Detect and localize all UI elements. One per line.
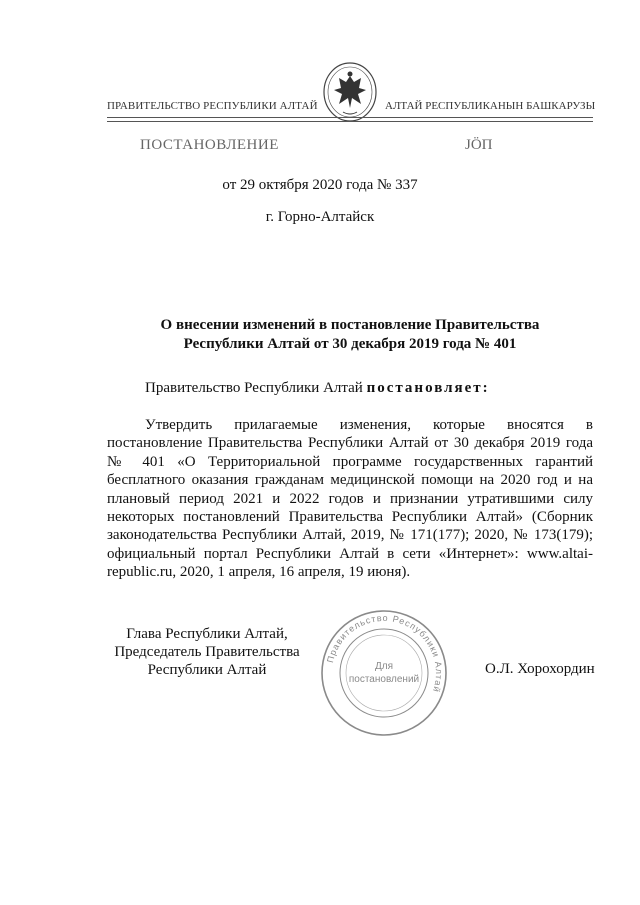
coat-of-arms-icon bbox=[321, 62, 379, 124]
doc-type-left: ПОСТАНОВЛЕНИЕ bbox=[140, 137, 279, 153]
doc-type-right: JÖП bbox=[465, 137, 493, 153]
signatory-position-line: Республики Алтай bbox=[147, 662, 267, 678]
header-rule-bottom bbox=[107, 121, 593, 122]
preamble bbox=[145, 380, 490, 397]
header-right-text: АЛТАЙ РЕСПУБЛИКАНЫН БАШКАРУЗЫ bbox=[385, 100, 596, 112]
title-line: О внесении изменений в постановление Правительства bbox=[160, 317, 540, 333]
stamp-center-line: постановлений bbox=[348, 674, 420, 685]
title-line: Республики Алтай от 30 декабря 2019 года № 401 bbox=[183, 336, 517, 352]
preamble-emphasis: постановляет: bbox=[366, 380, 490, 396]
header-rule-top bbox=[107, 117, 593, 118]
signatory-name: О.Л. Хорохордин bbox=[485, 661, 595, 677]
document-title bbox=[107, 316, 593, 354]
signatory-position-line: Председатель Правительства bbox=[114, 644, 300, 660]
stamp-center-line: Для bbox=[374, 661, 394, 672]
document-date-number: от 29 октября 2020 года № 337 bbox=[222, 177, 418, 193]
preamble-text: Правительство Республики Алтай bbox=[145, 380, 367, 396]
official-stamp bbox=[318, 607, 450, 739]
stamp-outer-text: Правительство Республики Алтай bbox=[325, 612, 445, 695]
signatory-position bbox=[107, 625, 307, 679]
document-city: г. Горно-Алтайск bbox=[265, 209, 375, 225]
header-left-text: ПРАВИТЕЛЬСТВО РЕСПУБЛИКИ АЛТАЙ bbox=[107, 100, 318, 112]
document-body: Утвердить прилагаемые изменения, которые вносятся в постановление Правительства Республики Алтай от 30 декабря 2019 года № 401 «О Территориальной программе государственных гарантий бесплатного оказания гражданам медицинской помощи на 2020 год и на плановый период 2021 и 2022 годов и признании утратившими силу некоторых постановлений Правительства Республики Алтай» (Сборник законодательства Республики Алтай, 2019, № 171(177); 2020, № 173(179); официальный портал Республики Алтай в сети «Интернет»: www.altai-republic.ru, 2020, 1 апреля, 16 апреля, 19 июня). bbox=[107, 417, 593, 581]
signatory-position-line: Глава Республики Алтай, bbox=[126, 626, 288, 642]
